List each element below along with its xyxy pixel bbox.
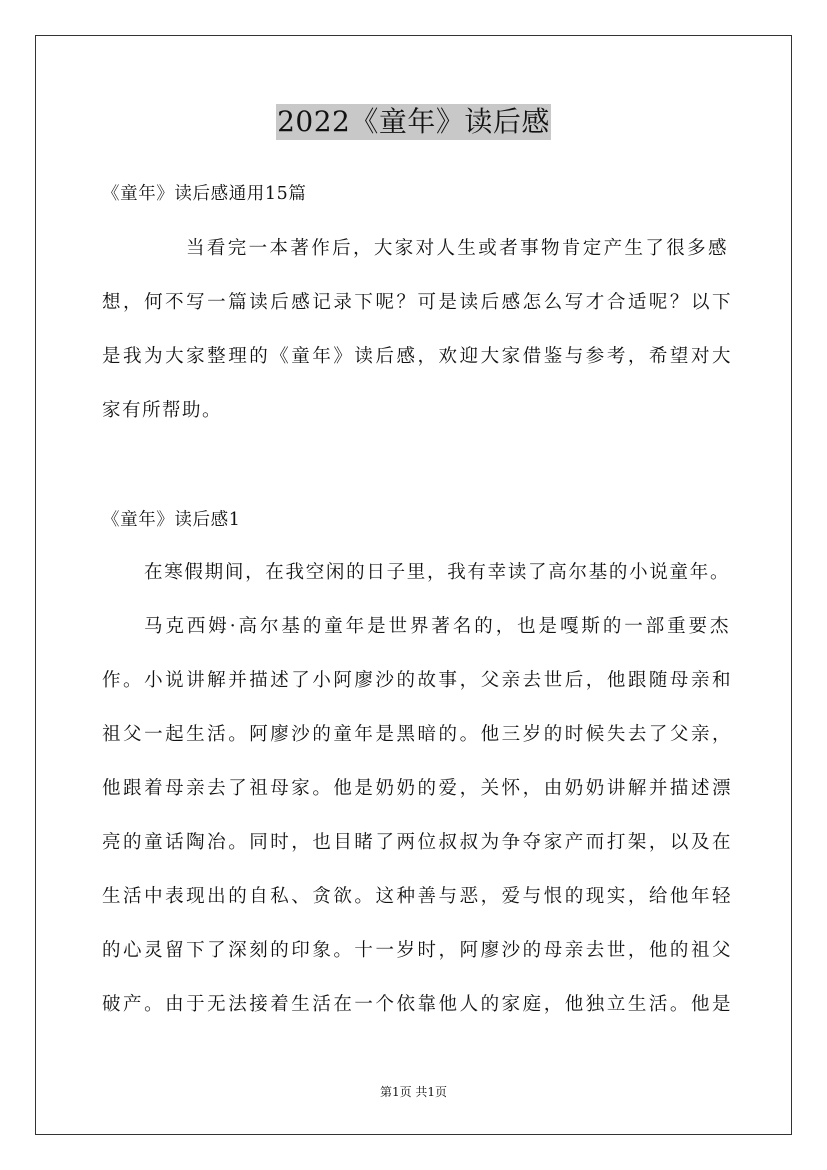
page-footer: 第1页 共1页 — [379, 1085, 448, 1099]
body-line-6: 亮的童话陶冶。同时，也目睹了两位叔叔为争夺家产而打架，以及在 — [102, 832, 732, 853]
intro-line-3: 是我为大家整理的《童年》读后感，欢迎大家借鉴与参考，希望对大 — [102, 346, 732, 367]
body-line-4: 祖父一起生活。阿廖沙的童年是黑暗的。他三岁的时候失去了父亲， — [102, 724, 732, 745]
intro-line-4: 家有所帮助。 — [102, 400, 223, 421]
intro-line-2: 想，何不写一篇读后感记录下呢？可是读后感怎么写才合适呢？以下 — [102, 292, 732, 313]
body-line-8: 的心灵留下了深刻的印象。十一岁时，阿廖沙的母亲去世，他的祖父 — [102, 940, 732, 961]
intro-line-1: 当看完一本著作后，大家对人生或者事物肯定产生了很多感 — [186, 238, 728, 259]
body-line-5: 他跟着母亲去了祖母家。他是奶奶的爱，关怀，由奶奶讲解并描述漂 — [102, 778, 732, 799]
body-line-3: 作。小说讲解并描述了小阿廖沙的故事，父亲去世后，他跟随母亲和 — [102, 670, 732, 691]
section-heading: 《童年》读后感1 — [102, 510, 241, 530]
document-title-container — [0, 104, 827, 140]
body-line-7: 生活中表现出的自私、贪欲。这种善与恶，爱与恨的现实，给他年轻 — [102, 886, 732, 907]
body-line-2: 马克西姆·高尔基的童年是世界著名的，也是嘎斯的一部重要杰 — [144, 616, 730, 637]
body-line-1: 在寒假期间，在我空闲的日子里，我有幸读了高尔基的小说童年。 — [144, 562, 730, 583]
body-line-9: 破产。由于无法接着生活在一个依靠他人的家庭，他独立生活。他是 — [102, 994, 732, 1015]
document-subtitle: 《童年》读后感通用15篇 — [102, 184, 307, 204]
document-title: 2022《童年》读后感 — [277, 105, 550, 138]
